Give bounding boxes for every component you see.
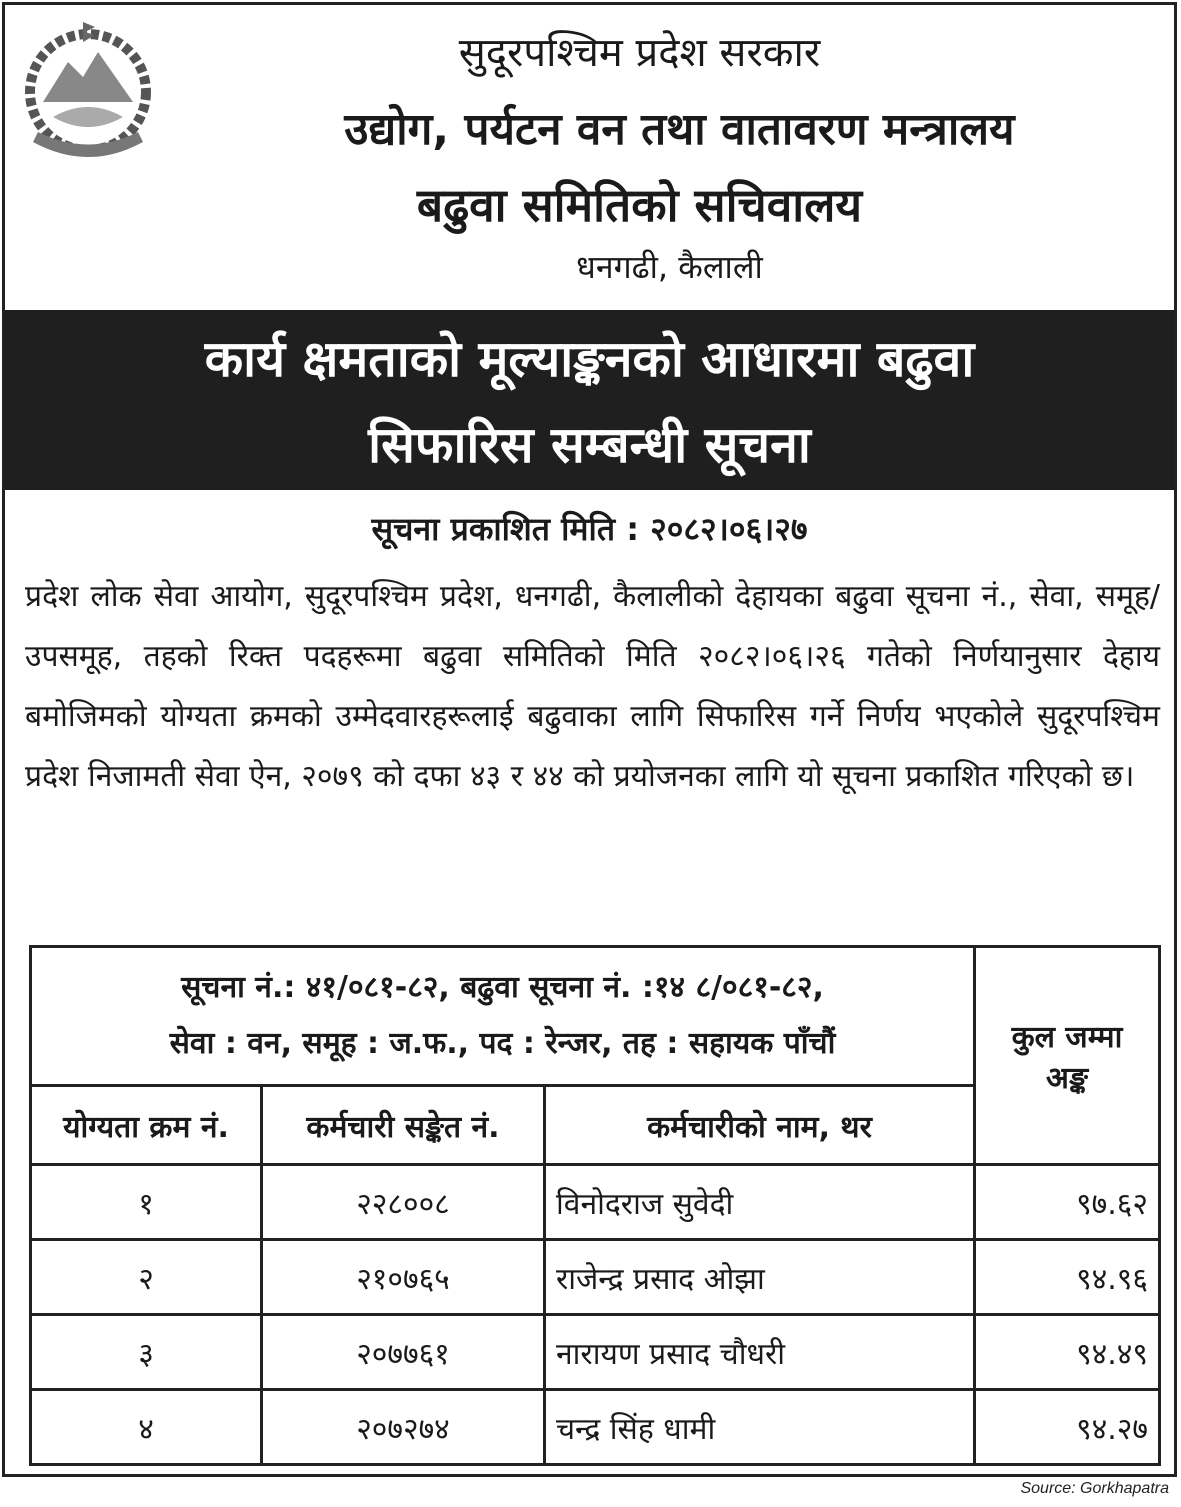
code-cell: २०७७६१ <box>262 1315 545 1390</box>
notice-banner <box>5 310 1174 490</box>
name-cell: नारायण प्रसाद चौधरी <box>545 1315 975 1390</box>
ministry-title: उद्योग, पर्यटन वन तथा वातावरण मन्त्रालय <box>344 104 1015 155</box>
rank-cell: ४ <box>31 1390 262 1465</box>
code-cell: २१०७६५ <box>262 1240 545 1315</box>
rank-cell: ३ <box>31 1315 262 1390</box>
total-cell: ९४.४९ <box>975 1315 1160 1390</box>
notice-meta <box>31 947 975 1086</box>
promotion-table <box>29 945 1161 1466</box>
table-row <box>31 1165 1160 1240</box>
col-name: कर्मचारीको नाम, थर <box>545 1086 975 1165</box>
name-cell: राजेन्द्र प्रसाद ओझा <box>545 1240 975 1315</box>
meta-line-2: सेवा : वन, समूह : ज.फ., पद : रेन्जर, तह : सहायक पाँचौं <box>169 1026 836 1061</box>
name-cell: चन्द्र सिंह धामी <box>545 1390 975 1465</box>
banner-line-2: सिफारिस सम्बन्धी सूचना <box>368 416 811 474</box>
rank-cell: १ <box>31 1165 262 1240</box>
table-row <box>31 1315 1160 1390</box>
col-code: कर्मचारी सङ्केत नं. <box>262 1086 545 1165</box>
total-cell: ९४.२७ <box>975 1390 1160 1465</box>
total-cell: ९४.९६ <box>975 1240 1160 1315</box>
notice-body: प्रदेश लोक सेवा आयोग, सुदूरपश्चिम प्रदेश, धनगढी, कैलालीको देहायका बढुवा सूचना नं., सेवा, समूह/उपसमूह, तहको रिक्त पदहरूमा बढुवा समितिको मिति २०८२।०६।२६ गतेको निर्णयानुसार देहाय बमोजिमको योग्यता क्रमको उम्मेदवारहरूलाई बढुवाका लागि सिफारिस गर्ने निर्णय भएकोले सुदूरपश्चिम प्रदेश निजामती सेवा ऐन, २०७९ को दफा ४३ र ४४ को प्रयोजनका लागि यो सूचना प्रकाशित गरिएको छ। <box>25 579 1160 794</box>
header <box>5 5 1174 310</box>
total-cell: ९७.६२ <box>975 1165 1160 1240</box>
rank-cell: २ <box>31 1240 262 1315</box>
province-title: सुदूरपश्चिम प्रदेश सरकार <box>458 30 821 76</box>
table-row <box>31 1240 1160 1315</box>
published-date: सूचना प्रकाशित मिति : २०८२।०६।२७ <box>371 510 808 548</box>
banner-line-1: कार्य क्षमताको मूल्याङ्कनको आधारमा बढुवा <box>204 330 975 388</box>
office-title: बढुवा समितिको सचिवालय <box>416 178 863 232</box>
total-header: कुल जम्मा अङ्क <box>975 947 1160 1165</box>
code-cell: २०७२७४ <box>262 1390 545 1465</box>
meta-line-1: सूचना नं.: ४१/०८१-८२, बढुवा सूचना नं. :१४ ८/०८१-८२, <box>181 970 824 1005</box>
location: धनगढी, कैलाली <box>576 248 763 286</box>
name-cell: विनोदराज सुवेदी <box>545 1165 975 1240</box>
code-cell: २२८००८ <box>262 1165 545 1240</box>
col-rank: योग्यता क्रम नं. <box>31 1086 262 1165</box>
notice-frame <box>2 2 1177 1477</box>
table-row <box>31 1390 1160 1465</box>
source-credit: Source: Gorkhapatra <box>1020 1480 1169 1497</box>
